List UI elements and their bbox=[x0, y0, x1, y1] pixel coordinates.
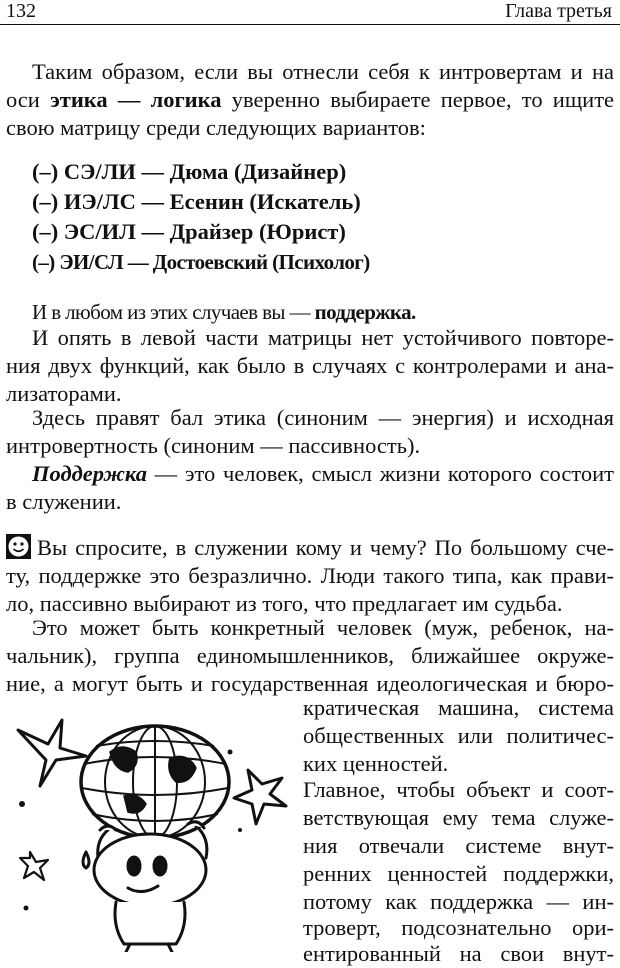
para5-line2: в служении. bbox=[6, 489, 122, 514]
para8-line5: потому как поддержка — ин- bbox=[303, 889, 614, 914]
para1-line2 bbox=[6, 86, 614, 114]
support-definition-term: Поддержка bbox=[32, 461, 147, 486]
para1-line1: Таким образом, если вы отнесли себя к интровертам и на bbox=[32, 59, 614, 84]
para4-line2: интровертность (синоним — пассивность). bbox=[6, 433, 421, 458]
variant-item: (–) СЭ/ЛИ — Дюма (Дизайнер) bbox=[32, 159, 347, 184]
para8-line1: Главное, чтобы объект и соот- bbox=[303, 777, 614, 802]
dot-icon bbox=[228, 750, 233, 755]
boy-carrying-globe-illustration bbox=[0, 712, 300, 952]
variant-item: (–) ЭС/ИЛ — Драйзер (Юрист) bbox=[32, 219, 346, 244]
page-header bbox=[0, 0, 620, 26]
para3-line1: И опять в левой части матрицы нет устойчивого повторе- bbox=[32, 325, 614, 350]
para6-line2: ту, поддержке это безразлично. Люди такого типа, как прави- bbox=[6, 563, 614, 588]
star-icon bbox=[18, 720, 86, 786]
para4-line1: Здесь правят бал этика (синоним — энергия) и исходная bbox=[32, 405, 614, 430]
para3-line2: ния двух функций, как было в случаях с контролерами и ана- bbox=[6, 353, 614, 378]
type-support-term: поддержка. bbox=[314, 300, 416, 324]
para6-line1 bbox=[6, 534, 614, 562]
para7-line3: ние, а могут быть и государственная идеологическая и бюро- bbox=[6, 671, 614, 696]
para2-line bbox=[32, 298, 620, 326]
para3-line3: лизаторами. bbox=[6, 381, 122, 406]
para8-line2: ветствующая ему тема служе- bbox=[303, 805, 614, 830]
para7-right-line2: общественных или политичес- bbox=[303, 723, 614, 748]
para1-text: оси bbox=[6, 87, 40, 112]
para8-line4: ренних ценностей поддержки, bbox=[303, 861, 614, 886]
para7-line2: чальник), группа единомышленников, ближайшее окруже- bbox=[6, 643, 614, 668]
para8-line3: ния отвечали системе внут- bbox=[303, 833, 614, 858]
para8-line6: троверт, подсознательно ори- bbox=[303, 915, 614, 940]
para5-text: — это человек, смысл жизни которого состоит bbox=[154, 461, 615, 486]
para8-line7: ентированный на свои внут- bbox=[303, 941, 614, 966]
variant-item: (–) ИЭ/ЛС — Есенин (Искатель) bbox=[32, 189, 361, 214]
para1-line3: свою матрицу среди следующих вариантов: bbox=[6, 115, 426, 140]
para2-text: И в любом из этих случаев вы — bbox=[32, 300, 310, 324]
smiley-face-icon bbox=[6, 534, 31, 559]
para6-text: Вы спросите, в служении кому и чему? По большому сче- bbox=[37, 535, 614, 560]
dot-icon bbox=[24, 906, 29, 911]
para1-text: уверенно выбираете первое, то ищите bbox=[231, 87, 615, 112]
variant-item: (–) ЭИ/СЛ — Достоевский (Психолог) bbox=[32, 250, 370, 274]
dot-icon bbox=[19, 801, 25, 807]
page-number: 132 bbox=[6, 0, 36, 22]
header-rule bbox=[0, 24, 620, 25]
para7-right-line3: ких ценностей. bbox=[303, 751, 449, 776]
boy-icon bbox=[83, 822, 207, 952]
para5-line1 bbox=[6, 460, 614, 488]
chapter-title: Глава третья bbox=[505, 0, 612, 22]
star-icon bbox=[234, 770, 286, 824]
star-icon bbox=[20, 852, 48, 880]
para7-line1: Это может быть конкретный человек (муж, ребенок, на- bbox=[32, 615, 614, 640]
para6-line3: ло, пассивно выбирают из того, что предлагает им судьба. bbox=[6, 591, 563, 616]
globe-icon bbox=[81, 726, 229, 838]
para7-right-line1: кратическая машина, система bbox=[303, 695, 614, 720]
dot-icon bbox=[238, 828, 242, 832]
axis-ethics-logic: этика — логика bbox=[50, 87, 222, 112]
